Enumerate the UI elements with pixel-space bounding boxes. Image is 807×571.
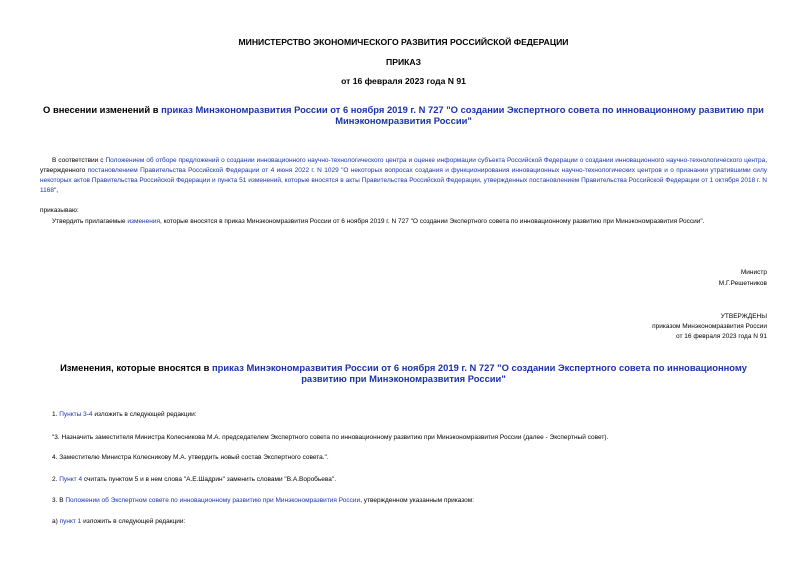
changes-link[interactable]: изменения xyxy=(127,218,160,225)
item-3a-link[interactable]: пункт 1 xyxy=(59,518,82,525)
regulation-link[interactable]: Положением об отборе предложений о создании инновационного научно-технологического центра и оценке информации субъекта Российской Федерации о создании инновационного научно-технологического центра xyxy=(105,157,766,164)
resolution-link[interactable]: постановлением Правительства Российской Федерации от 4 июня 2022 г. N 1029 "О некоторых вопросах создания и функционирования инновационных научно-технологических центров и о признании утратившими силу некоторых актов Правительства Российской Федерации и пункта 51 изменений, которые вносятся в акты Правительства Российской Федерации, утвержденных постановлением Правительства Российской Федерации от 1 октября 2018 г. N 1168" xyxy=(40,167,767,194)
item-3-link[interactable]: Положении об Экспертном совете по инновационному развитию при Минэкономразвития России xyxy=(65,497,361,504)
item-1-quote: "3. Назначить заместителя Министра Колесникова М.А. председателем Экспертного совета по инновационному развитию при Минэкономразвития России (далее - Экспертный совет). xyxy=(52,434,609,441)
item-3 xyxy=(52,496,474,506)
changes-title-prefix: Изменения, которые вносятся в xyxy=(60,362,213,373)
doc-type: ПРИКАЗ xyxy=(386,57,421,67)
document-title xyxy=(40,104,767,126)
item-2-text: считать пунктом 5 и в нем слова "А.Е.Шадрин" заменить словами "В.А.Воробьева". xyxy=(82,476,337,483)
approve-text-2: , которые вносятся в приказ Минэкономразвития России от 6 ноября 2019 г. N 727 "О создании Экспертного совета по инновационному развитию при Минэкономразвития России". xyxy=(160,218,705,225)
ministry-heading: МИНИСТЕРСТВО ЭКОНОМИЧЕСКОГО РАЗВИТИЯ РОССИЙСКОЙ ФЕДЕРАЦИИ xyxy=(238,37,569,47)
changes-title-link[interactable]: приказ Минэкономразвития России от 6 ноября 2019 г. N 727 "О создании Экспертного совета по инновационному развитию при Минэкономразвития России" xyxy=(212,362,747,384)
item-1-prefix: 1. xyxy=(52,411,60,418)
item-2-prefix: 2. xyxy=(52,476,60,483)
item-3a xyxy=(52,517,185,527)
changes-title xyxy=(40,362,767,384)
approve-paragraph xyxy=(40,217,767,227)
item-3-prefix: 3. В xyxy=(52,497,66,504)
item-2 xyxy=(52,475,336,485)
signature-position: Министр xyxy=(740,269,767,276)
title-link[interactable]: приказ Минэкономразвития России от 6 ноября 2019 г. N 727 "О создании Экспертного совета по инновационному развитию при Минэкономразвития России" xyxy=(161,104,764,126)
doc-date-number: от 16 февраля 2023 года N 91 xyxy=(341,76,466,86)
approved-date: от 16 февраля 2023 года N 91 xyxy=(676,333,767,340)
item-1-link[interactable]: Пункты 3 xyxy=(59,411,87,418)
item-1-dash: - xyxy=(86,411,89,418)
title-prefix: О внесении изменений в xyxy=(43,104,162,115)
preamble-paragraph xyxy=(40,156,767,196)
approved-label: УТВЕРЖДЕНЫ xyxy=(720,313,767,320)
approved-by: приказом Минэкономразвития России xyxy=(652,323,767,330)
preamble-text-1: В соответствии с xyxy=(52,157,106,164)
item-1-text: изложить в следующей редакции: xyxy=(92,411,197,418)
item-1-quote-2: 4. Заместителю Министра Колесникову М.А. утвердить новый состав Экспертного совета.". xyxy=(52,454,329,461)
item-3a-text: изложить в следующей редакции: xyxy=(81,518,186,525)
order-word: приказываю: xyxy=(40,207,79,214)
preamble-text-2: , утвержденного xyxy=(40,157,767,174)
signature-name: М.Г.Решетников xyxy=(718,280,767,287)
item-1 xyxy=(52,410,197,420)
item-3-text: , утвержденном указанным приказом: xyxy=(360,497,475,504)
item-1-link-2[interactable]: 4 xyxy=(88,411,93,418)
preamble-text-3: , xyxy=(56,187,59,194)
item-2-link[interactable]: Пункт 4 xyxy=(59,476,83,483)
item-3a-prefix: а) xyxy=(52,518,60,525)
approve-text-1: Утвердить прилагаемые xyxy=(52,218,128,225)
